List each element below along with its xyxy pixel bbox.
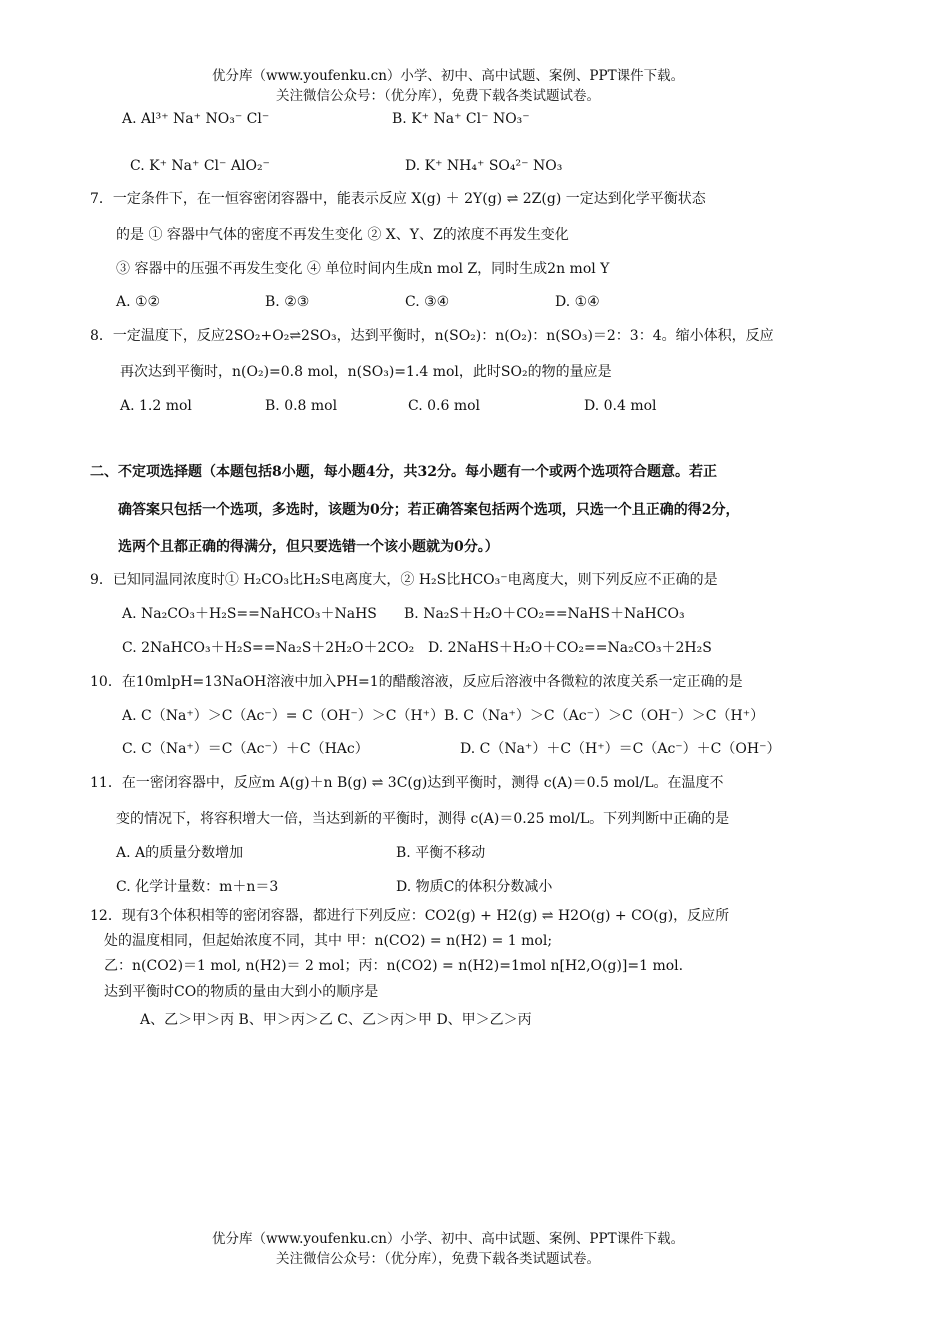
q12-options: A、乙＞甲＞丙 B、甲＞丙＞乙 C、乙＞丙＞甲 D、甲＞乙＞丙 <box>140 1012 532 1028</box>
q7-option-a: A. ①② <box>116 294 161 310</box>
section-2-heading-line-1: 二、不定项选择题（本题包括8小题，每小题4分，共32分。每小题有一个或两个选项符合题意。若正 <box>90 464 717 480</box>
q6-option-a: A. Al³⁺ Na⁺ NO₃⁻ Cl⁻ <box>122 111 270 127</box>
q6-option-d: D. K⁺ NH₄⁺ SO₄²⁻ NO₃ <box>405 158 563 174</box>
q7-line-1: 7．一定条件下，在一恒容密闭容器中，能表示反应 X(g) ＋ 2Y(g) ⇌ 2Z(g) 一定达到化学平衡状态 <box>90 191 706 207</box>
q8-option-d: D. 0.4 mol <box>584 398 657 414</box>
q9-option-b: B. Na₂S＋H₂O＋CO₂==NaHS＋NaHCO₃ <box>404 606 685 622</box>
q12-line-2: 处的温度相同，但起始浓度不同，其中 甲：n(CO2) = n(H2) = 1 mol; <box>104 933 553 949</box>
section-2-heading-line-3: 选两个且都正确的得满分，但只要选错一个该小题就为0分。） <box>118 539 499 555</box>
footer-line-2: 关注微信公众号：（优分库），免费下载各类试题试卷。 <box>276 1251 600 1267</box>
q7-line-2: 的是 ① 容器中气体的密度不再发生变化 ② X、Y、Z的浓度不再发生变化 <box>116 227 569 243</box>
q11-option-b: B. 平衡不移动 <box>396 845 486 861</box>
q11-line-2: 变的情况下，将容积增大一倍，当达到新的平衡时，测得 c(A)＝0.25 mol/L。下列判断中正确的是 <box>116 811 730 827</box>
q12-line-3: 乙：n(CO2)＝1 mol, n(H2)＝ 2 mol；丙：n(CO2) = n(H2)=1mol n[H2,O(g)]=1 mol. <box>104 958 684 974</box>
q12-line-4: 达到平衡时CO的物质的量由大到小的顺序是 <box>104 984 379 1000</box>
q9-stem: 9．已知同温同浓度时① H₂CO₃比H₂S电离度大，② H₂S比HCO₃⁻电离度大，则下列反应不正确的是 <box>90 572 718 588</box>
q7-option-c: C. ③④ <box>405 294 450 310</box>
q8-line-1: 8．一定温度下，反应2SO₂+O₂⇌2SO₃，达到平衡时，n(SO₂)：n(O₂)：n(SO₃)＝2：3：4。缩小体积，反应 <box>90 328 774 344</box>
q10-option-d: D. C（Na⁺）＋C（H⁺）＝C（Ac⁻）＋C（OH⁻） <box>460 741 781 757</box>
header-line-1: 优分库（www.youfenku.cn）小学、初中、高中试题、案例、PPT课件下载。 <box>212 68 685 84</box>
q6-option-b: B. K⁺ Na⁺ Cl⁻ NO₃⁻ <box>392 111 530 127</box>
q8-option-c: C. 0.6 mol <box>408 398 481 414</box>
q8-option-a: A. 1.2 mol <box>120 398 192 414</box>
q8-option-b: B. 0.8 mol <box>265 398 338 414</box>
header-line-2: 关注微信公众号：（优分库），免费下载各类试题试卷。 <box>276 88 600 104</box>
q11-line-1: 11．在一密闭容器中，反应m A(g)＋n B(g) ⇌ 3C(g)达到平衡时，测得 c(A)＝0.5 mol/L。在温度不 <box>90 775 724 791</box>
q9-option-a: A. Na₂CO₃＋H₂S==NaHCO₃＋NaHS <box>122 606 377 622</box>
footer-line-1: 优分库（www.youfenku.cn）小学、初中、高中试题、案例、PPT课件下载。 <box>212 1231 685 1247</box>
q8-line-2: 再次达到平衡时，n(O₂)=0.8 mol，n(SO₃)=1.4 mol，此时SO₂的物的量应是 <box>120 364 612 380</box>
q10-option-c: C. C（Na⁺）＝C（Ac⁻）＋C（HAc） <box>122 741 369 757</box>
q9-option-c: C. 2NaHCO₃＋H₂S==Na₂S＋2H₂O＋2CO₂ <box>122 640 415 656</box>
q7-option-b: B. ②③ <box>265 294 310 310</box>
q11-option-c: C. 化学计量数：m＋n＝3 <box>116 879 279 895</box>
q7-line-3: ③ 容器中的压强不再发生变化 ④ 单位时间内生成n mol Z，同时生成2n mol Y <box>116 261 610 277</box>
section-2-heading-line-2: 确答案只包括一个选项，多选时，该题为0分；若正确答案包括两个选项，只选一个且正确的得2分， <box>118 502 740 518</box>
q9-option-d: D. 2NaHS＋H₂O＋CO₂==Na₂CO₃＋2H₂S <box>428 640 712 656</box>
q6-option-c: C. K⁺ Na⁺ Cl⁻ AlO₂⁻ <box>130 158 270 174</box>
q10-options-ab: A. C（Na⁺）＞C（Ac⁻）= C（OH⁻）＞C（H⁺）B. C（Na⁺）＞C（Ac⁻）＞C（OH⁻）＞C（H⁺） <box>122 708 765 724</box>
q11-option-a: A. A的质量分数增加 <box>116 845 244 861</box>
q11-option-d: D. 物质C的体积分数减小 <box>396 879 553 895</box>
q10-stem: 10．在10mlpH=13NaOH溶液中加入PH=1的醋酸溶液，反应后溶液中各微粒的浓度关系一定正确的是 <box>90 674 743 690</box>
q12-line-1: 12．现有3个体积相等的密闭容器，都进行下列反应：CO2(g) + H2(g) ⇌ H2O(g) + CO(g)，反应所 <box>90 908 730 924</box>
q7-option-d: D. ①④ <box>555 294 600 310</box>
